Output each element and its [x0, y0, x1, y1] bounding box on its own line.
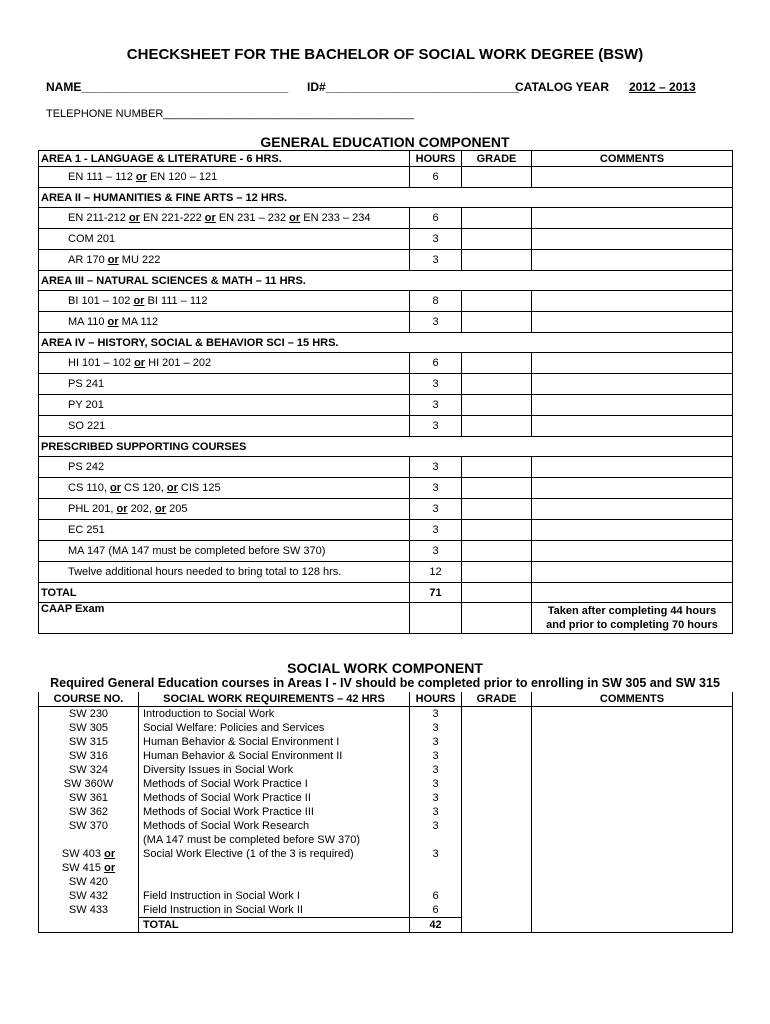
table-row	[39, 735, 733, 749]
caap-note-line: and prior to completing 70 hours	[546, 619, 718, 631]
course-text: CS 110,	[68, 482, 110, 494]
grade-cell[interactable]	[462, 229, 532, 250]
hours-cell: 6	[410, 903, 462, 918]
id-field[interactable]: ID#_____________________________	[307, 80, 520, 94]
or-connector: or	[134, 357, 146, 369]
area1-header: AREA 1 - LANGUAGE & LITERATURE - 6 HRS.	[39, 151, 410, 167]
table-row	[39, 707, 733, 722]
table-row	[39, 457, 733, 478]
requirement-cell: Diversity Issues in Social Work	[139, 763, 410, 777]
elective-row	[39, 847, 733, 889]
course-cell	[39, 250, 410, 271]
table-row	[39, 291, 733, 312]
table-row	[39, 353, 733, 374]
requirement-cell: Social Welfare: Policies and Services	[139, 721, 410, 735]
comments-cell[interactable]	[532, 520, 733, 541]
course-cell	[39, 562, 410, 583]
course-text: PS 241	[68, 378, 105, 390]
or-connector: or	[135, 171, 147, 183]
course-text: EC 251	[68, 524, 105, 536]
hours-cell: 3	[410, 721, 462, 735]
comments-cell[interactable]	[532, 791, 733, 805]
prerequisite-note: Required General Education courses in Areas I - IV should be completed prior to enrolling in SW 305 and SW 315	[50, 676, 720, 690]
elective-line	[39, 847, 138, 861]
requirement-cell: Methods of Social Work Practice III	[139, 805, 410, 819]
course-text: EN 211-212	[68, 212, 129, 224]
hours-cell: 3	[410, 819, 462, 833]
table-row	[39, 499, 733, 520]
prescribed-header	[39, 437, 733, 457]
area2-header-fill	[462, 188, 733, 208]
comments-cell[interactable]	[532, 749, 733, 763]
course-cell	[39, 541, 410, 562]
grade-cell[interactable]	[462, 805, 532, 819]
or-connector: or	[166, 482, 178, 494]
hours-cell: 3	[410, 312, 462, 333]
hours-cell: 3	[410, 416, 462, 437]
course-text: PHL 201,	[68, 503, 117, 515]
grade-cell[interactable]	[462, 312, 532, 333]
grade-cell[interactable]	[462, 833, 532, 847]
telephone-field[interactable]: TELEPHONE NUMBER_________________________________________	[46, 108, 415, 120]
elective-course-cell	[39, 847, 139, 889]
sw-total-row	[39, 918, 733, 933]
course-text: PY 201	[68, 399, 104, 411]
general-education-table	[38, 150, 733, 634]
hours-cell: 3	[410, 777, 462, 791]
grade-cell[interactable]	[462, 721, 532, 735]
requirement-cell: Human Behavior & Social Environment II	[139, 749, 410, 763]
requirement-cell: (MA 147 must be completed before SW 370)	[139, 833, 410, 847]
course-no-header: COURSE NO.	[39, 692, 139, 707]
course-text: SO 221	[68, 420, 106, 432]
area2-header	[39, 188, 733, 208]
requirement-cell: Introduction to Social Work	[139, 707, 410, 722]
hours-cell: 6	[410, 167, 462, 188]
comments-cell[interactable]	[532, 721, 733, 735]
table-row	[39, 416, 733, 437]
sw-total-value: 42	[410, 918, 462, 933]
table-row	[39, 763, 733, 777]
area3-header-fill	[462, 271, 733, 291]
comments-cell[interactable]	[532, 707, 733, 722]
course-no-cell	[39, 833, 139, 847]
course-cell	[39, 395, 410, 416]
requirement-cell: Field Instruction in Social Work II	[139, 903, 410, 918]
hours-cell: 3	[410, 478, 462, 499]
hours-cell: 3	[410, 499, 462, 520]
course-text: CS 120,	[121, 482, 167, 494]
catalog-year-label: CATALOG YEAR	[515, 80, 610, 94]
course-text: EN 233 – 234	[300, 212, 371, 224]
table-row	[39, 374, 733, 395]
prescribed-header-label: PRESCRIBED SUPPORTING COURSES	[39, 437, 462, 457]
course-no-cell: SW 433	[39, 903, 139, 918]
table-row	[39, 250, 733, 271]
comments-cell[interactable]	[532, 777, 733, 791]
course-cell	[39, 229, 410, 250]
sw-hours-header: HOURS	[410, 692, 462, 707]
comments-cell[interactable]	[532, 457, 733, 478]
grade-cell[interactable]	[462, 791, 532, 805]
hours-cell: 3	[410, 250, 462, 271]
course-text: CIS 125	[177, 482, 221, 494]
grade-cell[interactable]	[462, 749, 532, 763]
grade-cell[interactable]	[462, 819, 532, 833]
page-title: CHECKSHEET FOR THE BACHELOR OF SOCIAL WORK DEGREE (BSW)	[126, 46, 644, 63]
course-no-cell: SW 305	[39, 721, 139, 735]
social-work-table	[38, 692, 733, 933]
course-text: EN 111 – 112	[68, 171, 136, 183]
grade-cell[interactable]	[462, 583, 532, 603]
table-row	[39, 777, 733, 791]
grade-cell[interactable]	[462, 541, 532, 562]
elective-course: SW 403	[61, 848, 105, 860]
course-text: EN 221-222	[139, 212, 205, 224]
elective-hours: 3	[410, 847, 462, 889]
grade-cell[interactable]	[462, 562, 532, 583]
elective-requirement: Social Work Elective (1 of the 3 is required)	[139, 847, 410, 889]
comments-column-header: COMMENTS	[532, 151, 733, 167]
grade-cell[interactable]	[462, 250, 532, 271]
grade-cell[interactable]	[462, 903, 532, 918]
course-text: COM 201	[68, 233, 116, 245]
course-text: MU 222	[118, 254, 161, 266]
grade-cell[interactable]	[462, 735, 532, 749]
comments-cell[interactable]	[532, 499, 733, 520]
table-row	[39, 805, 733, 819]
course-cell	[39, 208, 410, 229]
course-cell	[39, 312, 410, 333]
hours-cell: 3	[410, 735, 462, 749]
hours-cell: 3	[410, 374, 462, 395]
area3-header-label: AREA III – NATURAL SCIENCES & MATH – 11 HRS.	[39, 271, 462, 291]
total-label: TOTAL	[39, 583, 410, 603]
area2-header-label: AREA II – HUMANITIES & FINE ARTS – 12 HRS.	[39, 188, 462, 208]
course-no-cell: SW 362	[39, 805, 139, 819]
hours-cell: 3	[410, 395, 462, 416]
course-text: Twelve additional hours needed to bring total to 128 hrs.	[68, 566, 342, 578]
elective-line	[39, 861, 138, 875]
comments-cell[interactable]	[532, 735, 733, 749]
grade-cell[interactable]	[462, 777, 532, 791]
name-field[interactable]: NAME_______________________________	[46, 80, 289, 94]
or-connector: or	[110, 482, 121, 494]
course-text: HI 201 – 202	[145, 357, 212, 369]
hours-cell: 3	[410, 805, 462, 819]
comments-cell[interactable]	[532, 562, 733, 583]
course-cell	[39, 374, 410, 395]
hours-cell: 3	[410, 791, 462, 805]
or-connector: or	[107, 316, 119, 328]
course-text: MA 147 (MA 147 must be completed before SW 370)	[68, 545, 326, 557]
grade-cell[interactable]	[462, 707, 532, 722]
sw-grade-header: GRADE	[462, 692, 532, 707]
grade-cell[interactable]	[462, 395, 532, 416]
course-text: BI 101 – 102	[68, 295, 134, 307]
or-connector: or	[104, 862, 116, 874]
requirements-header: SOCIAL WORK REQUIREMENTS – 42 HRS	[139, 692, 410, 707]
grade-cell[interactable]	[462, 353, 532, 374]
hours-cell: 12	[410, 562, 462, 583]
catalog-year-value: 2012 – 2013	[629, 80, 696, 94]
comments-cell[interactable]	[532, 312, 733, 333]
grade-cell[interactable]	[462, 291, 532, 312]
hours-cell: 3	[410, 520, 462, 541]
course-text: PS 242	[68, 461, 105, 473]
hours-cell: 3	[410, 707, 462, 722]
course-no-cell: SW 315	[39, 735, 139, 749]
requirement-cell: Methods of Social Work Research	[139, 819, 410, 833]
course-no-cell: SW 432	[39, 889, 139, 903]
course-text: 202,	[127, 503, 156, 515]
grade-cell[interactable]	[462, 603, 532, 634]
grade-cell[interactable]	[462, 457, 532, 478]
table-row	[39, 903, 733, 918]
table-row	[39, 541, 733, 562]
comments-cell[interactable]	[532, 918, 733, 933]
course-text: MA 110	[68, 316, 108, 328]
course-text: BI 111 – 112	[144, 295, 208, 307]
table-row	[39, 229, 733, 250]
comments-cell[interactable]	[532, 847, 733, 889]
general-education-title: GENERAL EDUCATION COMPONENT	[260, 134, 510, 150]
table-row	[39, 721, 733, 735]
course-text: MA 112	[118, 316, 159, 328]
caap-note-line: Taken after completing 44 hours	[547, 605, 717, 617]
table-row	[39, 520, 733, 541]
general-education-body	[39, 167, 733, 634]
comments-cell[interactable]	[532, 291, 733, 312]
course-no-cell: SW 361	[39, 791, 139, 805]
requirement-cell: Methods of Social Work Practice II	[139, 791, 410, 805]
elective-course: SW 415	[61, 862, 105, 874]
hours-cell: 8	[410, 291, 462, 312]
caap-note	[532, 603, 733, 634]
area3-header	[39, 271, 733, 291]
area4-header	[39, 333, 733, 353]
area4-header-label: AREA IV – HISTORY, SOCIAL & BEHAVIOR SCI – 15 HRS.	[39, 333, 462, 353]
or-connector: or	[107, 254, 119, 266]
comments-cell[interactable]	[532, 583, 733, 603]
comments-cell[interactable]	[532, 208, 733, 229]
grade-cell[interactable]	[462, 167, 532, 188]
course-cell	[39, 457, 410, 478]
grade-cell[interactable]	[462, 374, 532, 395]
or-connector: or	[204, 212, 216, 224]
course-no-cell: SW 370	[39, 819, 139, 833]
comments-cell[interactable]	[532, 541, 733, 562]
or-connector: or	[289, 212, 301, 224]
table-row	[39, 208, 733, 229]
or-connector: or	[104, 848, 116, 860]
total-row	[39, 583, 733, 603]
social-work-title: SOCIAL WORK COMPONENT	[287, 660, 483, 676]
hours-cell: 6	[410, 353, 462, 374]
hours-column-header: HOURS	[410, 151, 462, 167]
table-row	[39, 791, 733, 805]
comments-cell[interactable]	[532, 353, 733, 374]
comments-cell[interactable]	[532, 395, 733, 416]
course-no-cell: SW 360W	[39, 777, 139, 791]
course-cell	[39, 499, 410, 520]
table-row	[39, 562, 733, 583]
table-row	[39, 395, 733, 416]
comments-cell[interactable]	[532, 903, 733, 918]
requirement-cell: Field Instruction in Social Work I	[139, 889, 410, 903]
grade-cell[interactable]	[462, 520, 532, 541]
comments-cell[interactable]	[532, 763, 733, 777]
comments-cell[interactable]	[532, 478, 733, 499]
comments-cell[interactable]	[532, 805, 733, 819]
grade-cell[interactable]	[462, 918, 532, 933]
area4-header-fill	[462, 333, 733, 353]
prescribed-header-fill	[462, 437, 733, 457]
grade-column-header: GRADE	[462, 151, 532, 167]
comments-cell[interactable]	[532, 167, 733, 188]
or-connector: or	[133, 295, 145, 307]
course-cell	[39, 478, 410, 499]
grade-cell[interactable]	[462, 763, 532, 777]
or-connector: or	[128, 212, 140, 224]
grade-cell[interactable]	[462, 416, 532, 437]
hours-cell: 6	[410, 208, 462, 229]
table-row	[39, 889, 733, 903]
course-text: EN 120 – 121	[146, 171, 218, 183]
table-row	[39, 167, 733, 188]
course-text: AR 170	[68, 254, 108, 266]
comments-cell[interactable]	[532, 250, 733, 271]
table-row	[39, 819, 733, 833]
elective-line	[39, 875, 138, 889]
hours-cell: 3	[410, 229, 462, 250]
comments-cell[interactable]	[532, 833, 733, 847]
comments-cell[interactable]	[532, 374, 733, 395]
grade-cell[interactable]	[462, 478, 532, 499]
course-no-cell: SW 324	[39, 763, 139, 777]
grade-cell[interactable]	[462, 499, 532, 520]
elective-course: SW 420	[68, 876, 109, 888]
hours-cell	[410, 833, 462, 847]
table-row	[39, 312, 733, 333]
course-cell	[39, 353, 410, 374]
grade-cell[interactable]	[462, 889, 532, 903]
course-cell	[39, 416, 410, 437]
social-work-body	[39, 707, 733, 933]
course-cell	[39, 167, 410, 188]
course-text: HI 101 – 102	[68, 357, 135, 369]
caap-row	[39, 603, 733, 634]
sw-total-label: TOTAL	[139, 918, 410, 933]
table-row	[39, 749, 733, 763]
hours-cell	[410, 603, 462, 634]
comments-cell[interactable]	[532, 889, 733, 903]
table-row	[39, 478, 733, 499]
hours-cell: 3	[410, 541, 462, 562]
course-no-cell: SW 316	[39, 749, 139, 763]
grade-cell[interactable]	[462, 208, 532, 229]
or-connector: or	[155, 503, 167, 515]
course-no-cell	[39, 918, 139, 933]
caap-label: CAAP Exam	[39, 603, 410, 634]
comments-cell[interactable]	[532, 229, 733, 250]
course-cell	[39, 520, 410, 541]
grade-cell[interactable]	[462, 847, 532, 889]
hours-cell: 3	[410, 749, 462, 763]
sw-comments-header: COMMENTS	[532, 692, 733, 707]
course-text: 205	[166, 503, 188, 515]
hours-cell: 3	[410, 763, 462, 777]
comments-cell[interactable]	[532, 819, 733, 833]
total-value: 71	[410, 583, 462, 603]
course-cell	[39, 291, 410, 312]
course-text: EN 231 – 232	[215, 212, 290, 224]
requirement-cell: Methods of Social Work Practice I	[139, 777, 410, 791]
course-no-cell: SW 230	[39, 707, 139, 722]
hours-cell: 6	[410, 889, 462, 903]
table-row	[39, 833, 733, 847]
hours-cell: 3	[410, 457, 462, 478]
comments-cell[interactable]	[532, 416, 733, 437]
requirement-cell: Human Behavior & Social Environment I	[139, 735, 410, 749]
or-connector: or	[116, 503, 128, 515]
